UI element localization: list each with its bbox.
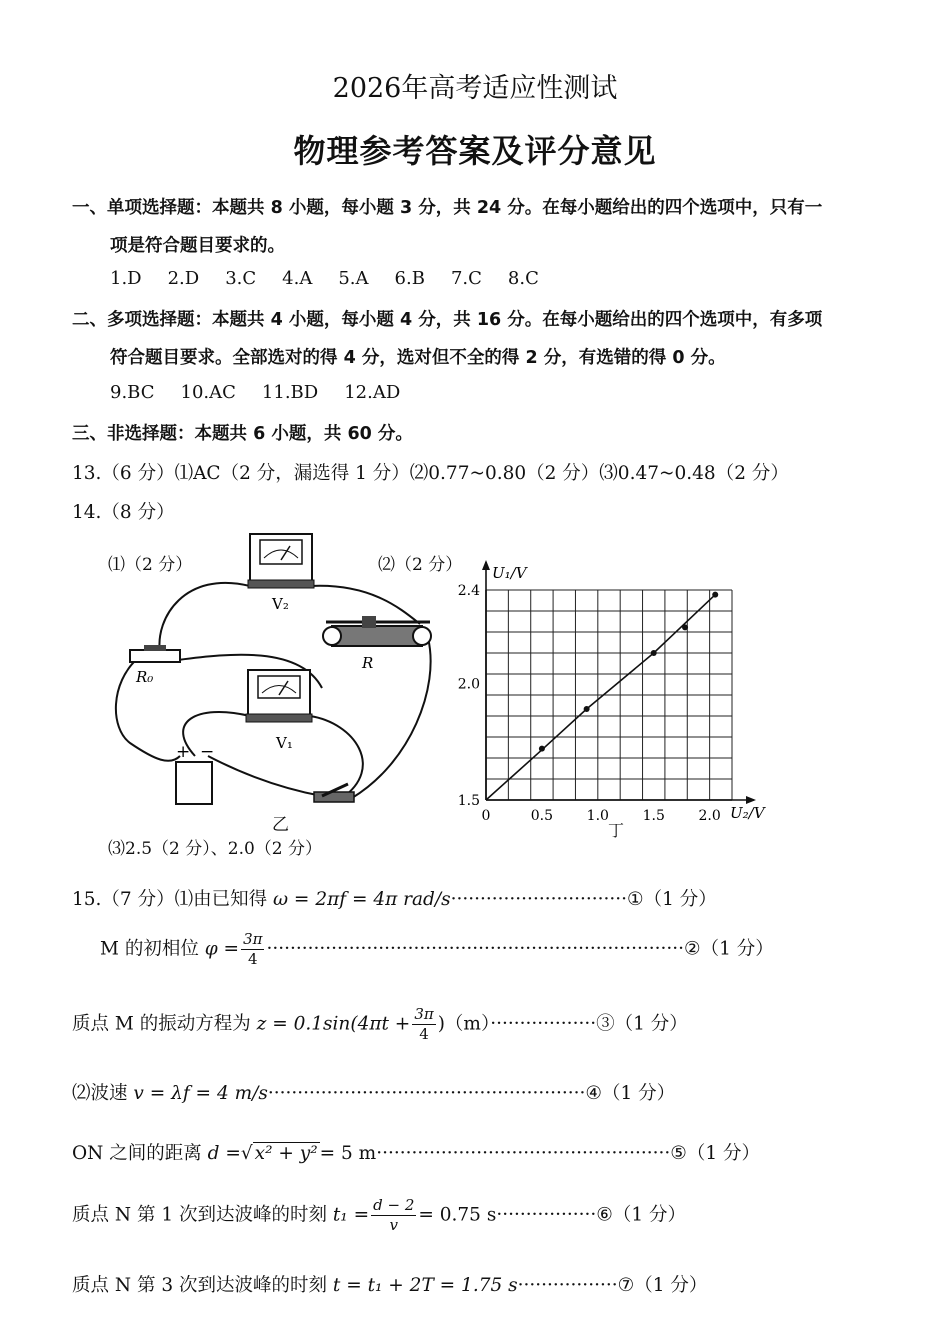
data-point xyxy=(712,592,718,598)
y-tick-label: 1.5 xyxy=(457,793,480,809)
answer-item: 9.BC xyxy=(110,382,155,403)
sqrt-expression: x² + y² xyxy=(254,1143,318,1164)
answer-item: 5.A xyxy=(338,268,369,289)
q15-line3 xyxy=(72,1005,688,1044)
score-mark: ⑥（1 分） xyxy=(596,1204,687,1226)
answer-item: 10.AC xyxy=(180,382,236,403)
score-mark: ⑤（1 分） xyxy=(670,1143,760,1164)
data-point xyxy=(682,624,688,630)
score-mark: ③（1 分） xyxy=(596,1013,688,1035)
q15-line6-formula-b: = 0.75 s xyxy=(418,1204,497,1226)
q15-line6 xyxy=(72,1196,686,1235)
score-mark: ②（1 分） xyxy=(684,938,774,960)
data-point xyxy=(651,650,657,656)
q15-line3-formula-a: z = 0.1sin(4πt + xyxy=(256,1013,411,1035)
circuit-diagram xyxy=(100,528,445,828)
fraction-denominator: v xyxy=(389,1216,398,1234)
answer-item: 2.D xyxy=(167,268,200,289)
battery-minus: − xyxy=(200,742,215,762)
fraction-numerator: 3π xyxy=(243,930,263,948)
q15-line4 xyxy=(72,1079,675,1105)
y-tick-label: 2.4 xyxy=(457,583,480,599)
section1-heading-line2: 项是符合题目要求的。 xyxy=(110,236,285,256)
leader-dots: ················· xyxy=(496,1204,597,1226)
q15-line6-var: t₁ = xyxy=(332,1204,370,1226)
fraction-numerator: d − 2 xyxy=(373,1196,415,1214)
answer-item: 7.C xyxy=(450,268,482,289)
r-label: R xyxy=(362,654,374,672)
q14-part3: ⑶2.5（2 分）、2.0（2 分） xyxy=(108,839,323,859)
score-mark: ④（1 分） xyxy=(585,1083,676,1104)
q15-line5-formula-a: d = xyxy=(207,1143,241,1164)
fraction-denominator: 4 xyxy=(419,1025,429,1043)
q15-line5-text: ON 之间的距离 xyxy=(72,1143,208,1164)
leader-dots: ·················· xyxy=(490,1013,597,1035)
voltmeter-v2 xyxy=(248,534,314,588)
u1-u2-graph xyxy=(448,552,778,842)
answer-item: 8.C xyxy=(507,268,539,289)
section1-heading-line1: 一、单项选择题：本题共 8 小题，每小题 3 分，共 24 分。在每小题给出的四个选项中，只有一 xyxy=(72,198,823,218)
fraction xyxy=(412,1005,435,1044)
q15-line3-text: 质点 M 的振动方程为 xyxy=(72,1013,257,1035)
leader-dots: ······················································ xyxy=(267,1083,586,1104)
fraction xyxy=(241,930,264,969)
q15-line2 xyxy=(100,930,774,969)
q15-line1-formula: ω = 2πf = 4π rad/s xyxy=(272,889,451,910)
section2-answers xyxy=(110,382,426,403)
fraction-numerator: 3π xyxy=(414,1005,434,1023)
q15-line4-text: ⑵波速 xyxy=(72,1083,134,1104)
figure-ding-label: 丁 xyxy=(608,821,625,840)
rheostat xyxy=(323,616,431,646)
x-tick-label: 1.5 xyxy=(642,808,665,824)
q15-line7-formula: t = t₁ + 2T = 1.75 s xyxy=(332,1275,518,1296)
battery xyxy=(176,762,212,804)
q14-label: 14.（8 分） xyxy=(72,502,175,523)
q14-part2: ⑵（2 分） xyxy=(378,555,463,575)
q15-line4-formula: v = λf = 4 m/s xyxy=(133,1083,268,1104)
leader-dots: ················· xyxy=(517,1275,618,1296)
fraction xyxy=(371,1196,416,1235)
q15-line2-var: φ = xyxy=(204,938,240,960)
y-axis-label: U₁/V xyxy=(492,564,527,582)
q15-line7 xyxy=(72,1271,707,1297)
page-subtitle: 物理参考答案及评分意见 xyxy=(293,132,657,170)
r0-label: R₀ xyxy=(136,668,154,686)
data-point xyxy=(539,746,545,752)
resistor-r0 xyxy=(130,645,180,662)
x-tick-label: 2.0 xyxy=(698,808,721,824)
y-axis-arrow xyxy=(482,560,490,570)
q15-line5: ON 之间的距离 d =√ x² + y² = 5 m··················································⑤（1 分） xyxy=(72,1143,760,1164)
x-tick-label: 0.5 xyxy=(530,808,554,824)
answer-item: 11.BD xyxy=(261,382,319,403)
q14-part1: ⑴（2 分） xyxy=(108,555,193,575)
v2-label: V₂ xyxy=(272,595,289,613)
leader-dots: ·················································· xyxy=(376,1143,671,1164)
y-tick-label: 2.0 xyxy=(457,676,480,693)
page-title: 2026年高考适应性测试 xyxy=(332,73,618,104)
data-point xyxy=(584,706,590,712)
section2-heading-line1: 二、多项选择题：本题共 4 小题，每小题 4 分，共 16 分。在每小题给出的四个选项中，有多项 xyxy=(72,310,823,330)
section2-heading-line2: 符合题目要求。全部选对的得 4 分，选对但不全的得 2 分，有选错的得 0 分。 xyxy=(110,348,726,368)
q15-line3-formula-b: )（m） xyxy=(437,1013,491,1035)
answer-item: 6.B xyxy=(394,268,425,289)
q15-line7-text: 质点 N 第 3 次到达波峰的时刻 xyxy=(72,1275,333,1296)
section3-heading: 三、非选择题：本题共 6 小题，共 60 分。 xyxy=(72,424,413,444)
x-axis-label: U₂/V xyxy=(730,804,765,822)
q15-line1 xyxy=(72,885,717,911)
battery-plus: + xyxy=(176,742,191,762)
score-mark: ⑦（1 分） xyxy=(617,1275,708,1296)
leader-dots: ······························ xyxy=(450,889,628,910)
q13-answer: 13.（6 分）⑴AC（2 分，漏选得 1 分）⑵0.77~0.80（2 分）⑶0.47~0.48（2 分） xyxy=(72,463,789,484)
answer-item: 3.C xyxy=(225,268,257,289)
x-tick-label: 1.0 xyxy=(586,808,609,824)
x-tick-label: 0 xyxy=(481,808,491,824)
q15-line6-text: 质点 N 第 1 次到达波峰的时刻 xyxy=(72,1204,333,1226)
answer-item: 1.D xyxy=(110,268,142,289)
x-axis-arrow xyxy=(746,796,756,804)
fraction-denominator: 4 xyxy=(247,950,258,968)
q15-line2-text: M 的初相位 xyxy=(100,938,205,960)
figure-yi-label: 乙 xyxy=(272,815,289,835)
fit-line xyxy=(486,595,715,800)
q15-line1-text: 15.（7 分）⑴由已知得 xyxy=(72,889,273,910)
leader-dots: ······································································· xyxy=(266,938,684,960)
answer-item: 12.AD xyxy=(344,382,401,403)
answer-item: 4.A xyxy=(282,268,313,289)
section1-answers xyxy=(110,268,565,289)
voltmeter-v1 xyxy=(246,670,312,722)
switch xyxy=(314,784,354,802)
score-mark: ①（1 分） xyxy=(627,889,717,910)
q15-line5-formula-b: = 5 m xyxy=(319,1143,377,1164)
v1-label: V₁ xyxy=(276,734,293,752)
